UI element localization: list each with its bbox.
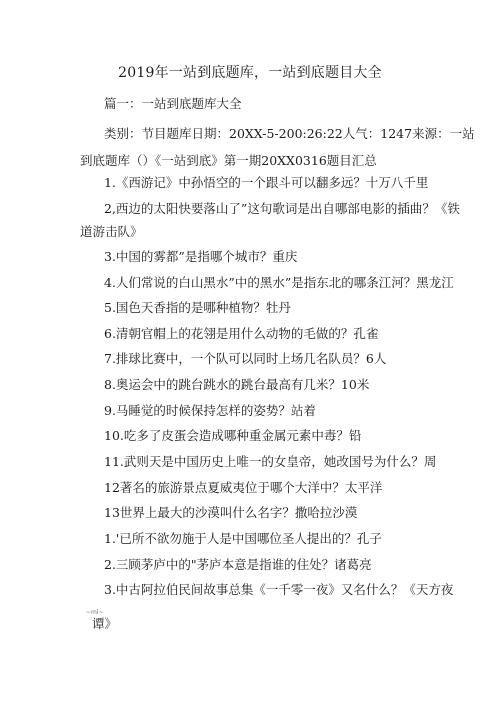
list-item: 2,西边的太阳快要落山了”这句歌词是出自哪部电影的插曲？《铁 (104, 201, 460, 216)
list-item: 12著名的旅游景点夏威夷位于哪个大洋中？太平洋 (104, 480, 383, 495)
list-item: 8.奥运会中的跳台跳水的跳台最高有几米？10米 (104, 377, 370, 392)
list-item: 7.排球比赛中，一个队可以同时上场几名队员？6人 (104, 351, 387, 366)
meta-line-1: 类别：节目题库日期：20XX-5-200:26:22人气：1247来源：一站 (104, 126, 475, 141)
list-item: 5.国色天香指的是哪种植物？牡丹 (104, 300, 291, 315)
page-title: 2019年一站到底题库，一站到底题目大全 (118, 65, 382, 81)
list-item: 道游击队》 (80, 224, 143, 239)
list-item: 11.武则天是中国历史上唯一的女皇帝，她改国号为什么？周 (104, 454, 437, 469)
list-item: 1.《西游记》中孙悟空的一个跟斗可以翻多远？十万八千里 (104, 175, 429, 190)
list-item: 10.吃多了皮蛋会造成哪种重金属元素中毒？铅 (104, 428, 362, 443)
list-item: 1.'已所不欲勿施于人是中国哪位圣人提出的？孔子 (104, 531, 382, 546)
footer-mark: ~ml~ (86, 609, 104, 616)
list-item: 9.马睡觉的时候保持怎样的姿势？站着 (104, 403, 316, 418)
list-item: 3.中古阿拉伯民间故事总集《一千零一夜》又名什么？《天方夜 (104, 582, 454, 597)
list-item: 13世界上最大的沙漠叫什么名字？撒哈拉沙漠 (104, 505, 358, 520)
list-item: 2.三顾茅庐中的"茅庐本意是指谁的住处？诸葛亮 (104, 557, 372, 572)
meta-line-2: 到底题库（）《一站到底》第一期20XX0316题目汇总 (80, 153, 377, 168)
list-item: 3.中国的雾都”是指哪个城市？重庆 (104, 249, 298, 264)
list-item: 6.清朝官帽上的花翎是用什么动物的毛做的？孔雀 (104, 326, 379, 341)
list-item: 谭》 (92, 616, 118, 631)
section-heading: 篇一：一站到底题库大全 (104, 96, 242, 111)
list-item: 4.人们常说的白山黑水”中的黑水”是指东北的哪条江河？黑龙江 (104, 275, 454, 290)
